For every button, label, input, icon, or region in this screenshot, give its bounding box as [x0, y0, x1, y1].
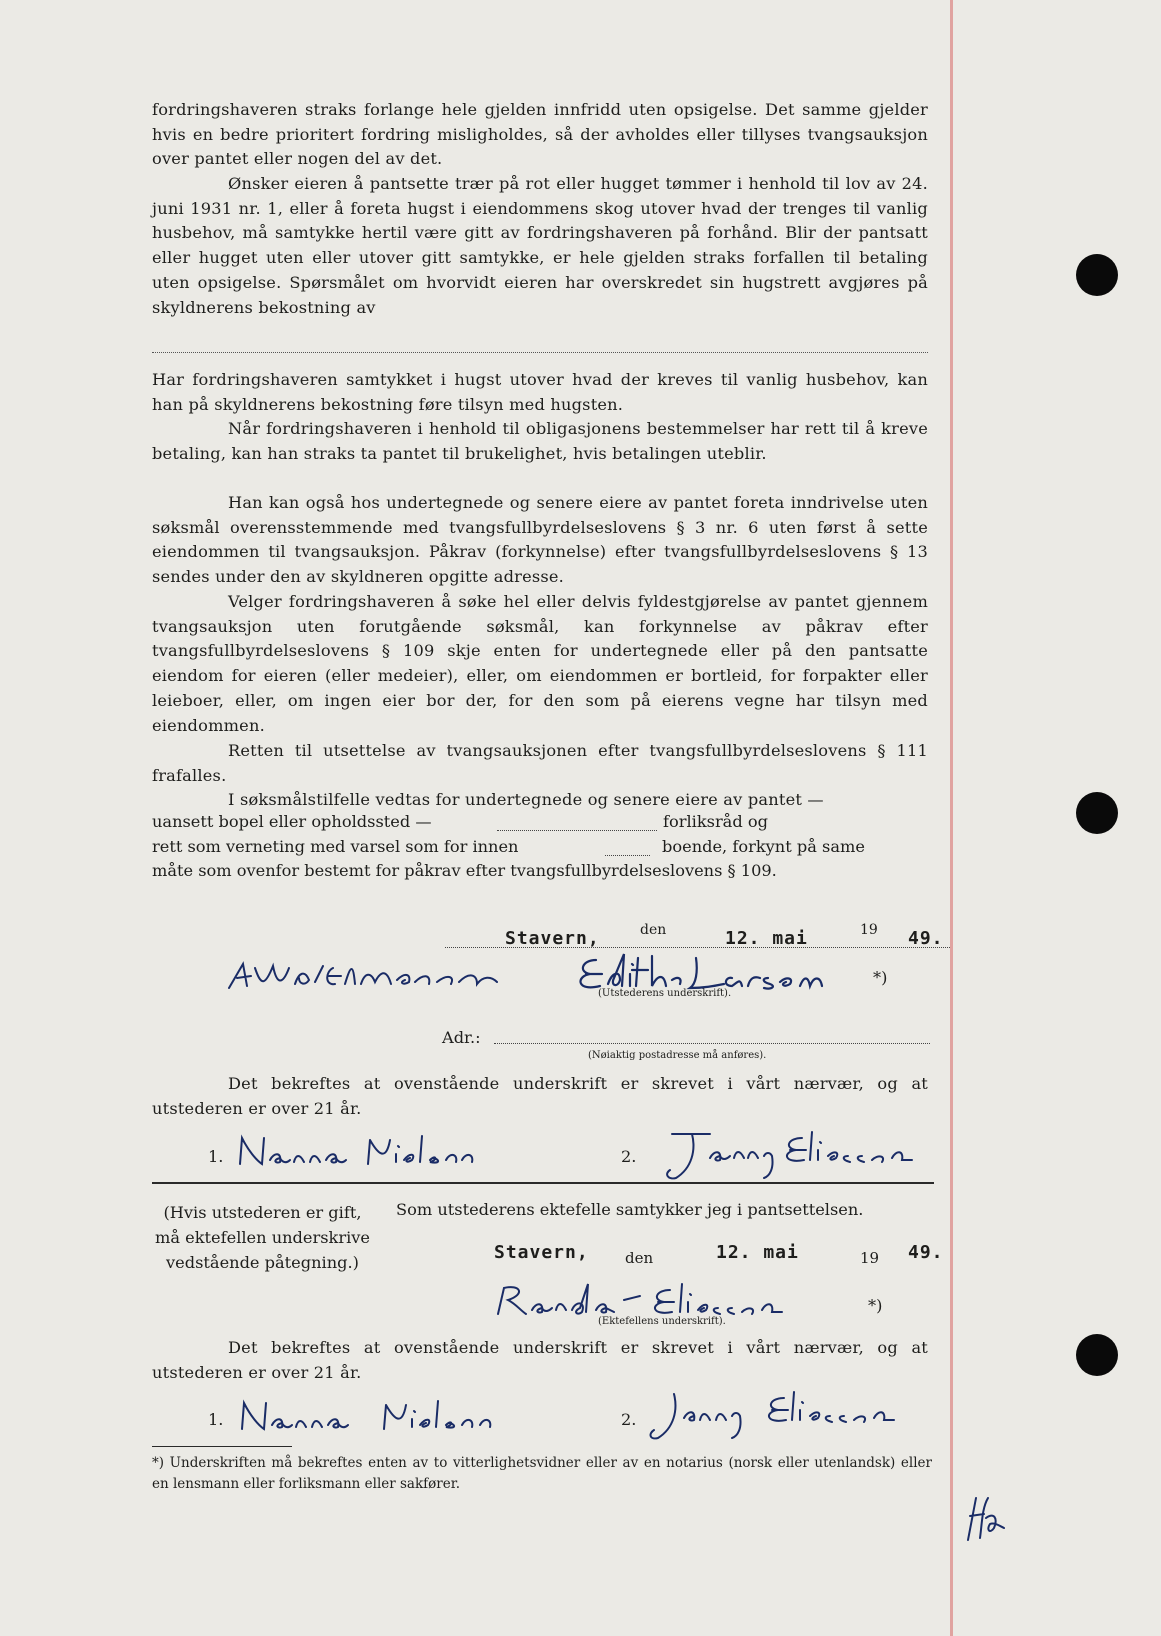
witness-confirmation-1: Det bekreftes at ovenstående underskrift er skrevet i vårt nærvær, og at utstederen er over 21 år.	[152, 1074, 928, 1118]
witness-number-1: 1.	[208, 1147, 224, 1166]
red-margin-line	[950, 0, 953, 1636]
signature-witness2-jenny-eliassen	[644, 1386, 944, 1442]
section-divider	[152, 1182, 934, 1184]
signature-arvid-eliassen	[225, 958, 505, 994]
issuer-signature-caption: (Utstederens underskrift).	[598, 988, 732, 999]
punch-hole	[1076, 254, 1118, 296]
issuer-place: Stavern,	[505, 928, 600, 949]
spouse-note: (Hvis utstederen er gift, må ektefellen underskrive vedstående påtegning.)	[155, 1203, 370, 1272]
signature-witness2-nanna-nielsen	[236, 1393, 546, 1435]
venue-line4-text: måte som ovenfor bestemt for påkrav efter tvangsfullbyrdelseslovens § 109.	[152, 861, 777, 880]
venue-line2-text: uansett bopel eller opholdssted —	[152, 812, 432, 831]
spouse-signature-caption: (Ektefellens underskrift).	[598, 1316, 726, 1327]
spouse-place: Stavern,	[494, 1242, 589, 1263]
address-label: Adr.:	[442, 1028, 481, 1047]
issuer-date: 12. mai	[725, 928, 808, 949]
witness2-number-2: 2.	[621, 1410, 637, 1429]
dotted-separator	[152, 352, 928, 353]
paragraph-usufruct: Når fordringshaveren i henhold til obligasjonens bestemmelser har rett til å kreve betaling, kan han straks ta pantet til brukelighet, hvis betalingen uteblir.	[152, 419, 928, 463]
paragraph-venue-line1: I søksmålstilfelle vedtas for undertegnede og senere eiere av pantet —	[228, 790, 824, 809]
footnote-rule	[152, 1446, 292, 1447]
witness2-number-1: 1.	[208, 1410, 224, 1429]
witness-confirmation-2: Det bekreftes at ovenstående underskrift er skrevet i vårt nærvær, og at utstederen er over 21 år.	[152, 1338, 928, 1382]
punch-hole	[1076, 792, 1118, 834]
margin-initials-handwriting	[960, 1494, 1030, 1544]
signature-witness-jenny-eliassen	[652, 1126, 952, 1182]
paragraph-postponement: Retten til utsettelse av tvangsauksjonen efter tvangsfullbyrdelseslovens § 111 frafalles.	[152, 741, 928, 785]
witness-number-2: 2.	[621, 1147, 637, 1166]
footnote: *) Underskriften må bekreftes enten av to vitterlighetsvidner eller av en notarius (norsk eller utenlandsk) eller en lensmann eller forliksmann eller sakfører.	[152, 1455, 932, 1492]
address-dotted-line	[494, 1043, 930, 1044]
venue-line2-end: forliksråd og	[663, 812, 768, 831]
signature-asterisk: *)	[873, 968, 888, 987]
venue-line3-end: boende, forkynt på same	[662, 837, 865, 856]
punch-hole	[1076, 1334, 1118, 1376]
signature-witness-nanna-nielsen	[234, 1130, 524, 1170]
paragraph-timber-clause: Ønsker eieren å pantsette trær på rot eller hugget tømmer i henhold til lov av 24. juni 1931 nr. 1, eller å foreta hugst i eiendommens skog utover hvad der trenges til vanlig husbehov, må samtykke hertil være gitt av fordringshaveren på forhånd. Blir der pantsatt eller hugget uten eller utover gitt samtykke, er hele gjelden straks forfallen til betaling uten opsigelse. Spørsmålet om hvorvidt eieren har overskredet sin hugstrett avgjøres på skyldnerens bekostning av	[152, 174, 928, 317]
spouse-year-prefix: 19	[860, 1249, 880, 1267]
paragraph-auction: Velger fordringshaveren å søke hel eller delvis fyldestgjørelse av pantet gjennem tvangsauksjon uten forutgående søksmål, kan forkynnelse av påkrav efter tvangsfullbyrdelseslovens § 109 skje enten for undertegnede eller på den pantsatte eiendom for eieren (eller medeier), eller, om eiendommen er bortleid, for forpakter eller leieboer, eller, om ingen eier bor der, for den som på eierens vegne har tilsyn med eiendommen.	[152, 592, 928, 735]
spouse-den-label: den	[625, 1249, 654, 1267]
paragraph-supervision: Har fordringshaveren samtykket i hugst utover hvad der kreves til vanlig husbehov, kan han på skyldnerens bekostning føre tilsyn med hugsten.	[152, 370, 928, 414]
spouse-signature-asterisk: *)	[868, 1296, 883, 1315]
venue-line3-text: rett som verneting med varsel som for innen	[152, 837, 519, 856]
spouse-date: 12. mai	[716, 1242, 799, 1263]
blank-dotted-line	[605, 855, 650, 856]
den-label: den	[640, 922, 667, 938]
spouse-consent-text: Som utstederens ektefelle samtykker jeg i pantsettelsen.	[396, 1200, 864, 1219]
spouse-year: 49.	[908, 1242, 944, 1263]
paragraph-enforcement: Han kan også hos undertegnede og senere eiere av pantet foreta inndrivelse uten søksmål overensstemmende med tvangsfullbyrdelseslovens § 3 nr. 6 uten først å sette eiendommen til tvangsauksjon. Påkrav (forkynnelse) efter tvangsfullbyrdelseslovens § 13 sendes under den av skyldneren opgitte adresse.	[152, 493, 928, 587]
paragraph-default-clause: fordringshaveren straks forlange hele gjelden innfridd uten opsigelse. Det samme gjelder hvis en bedre prioritert fordring misligholdes, så der avholdes eller tillyses tvangsauksjon over pantet eller nogen del av det.	[152, 100, 928, 169]
issuer-year: 49.	[908, 928, 944, 949]
address-caption: (Nøiaktig postadresse må anføres).	[588, 1050, 767, 1061]
year-prefix: 19	[860, 922, 878, 938]
signature-randa-eliassen	[492, 1276, 822, 1320]
blank-dotted-line	[497, 830, 657, 831]
